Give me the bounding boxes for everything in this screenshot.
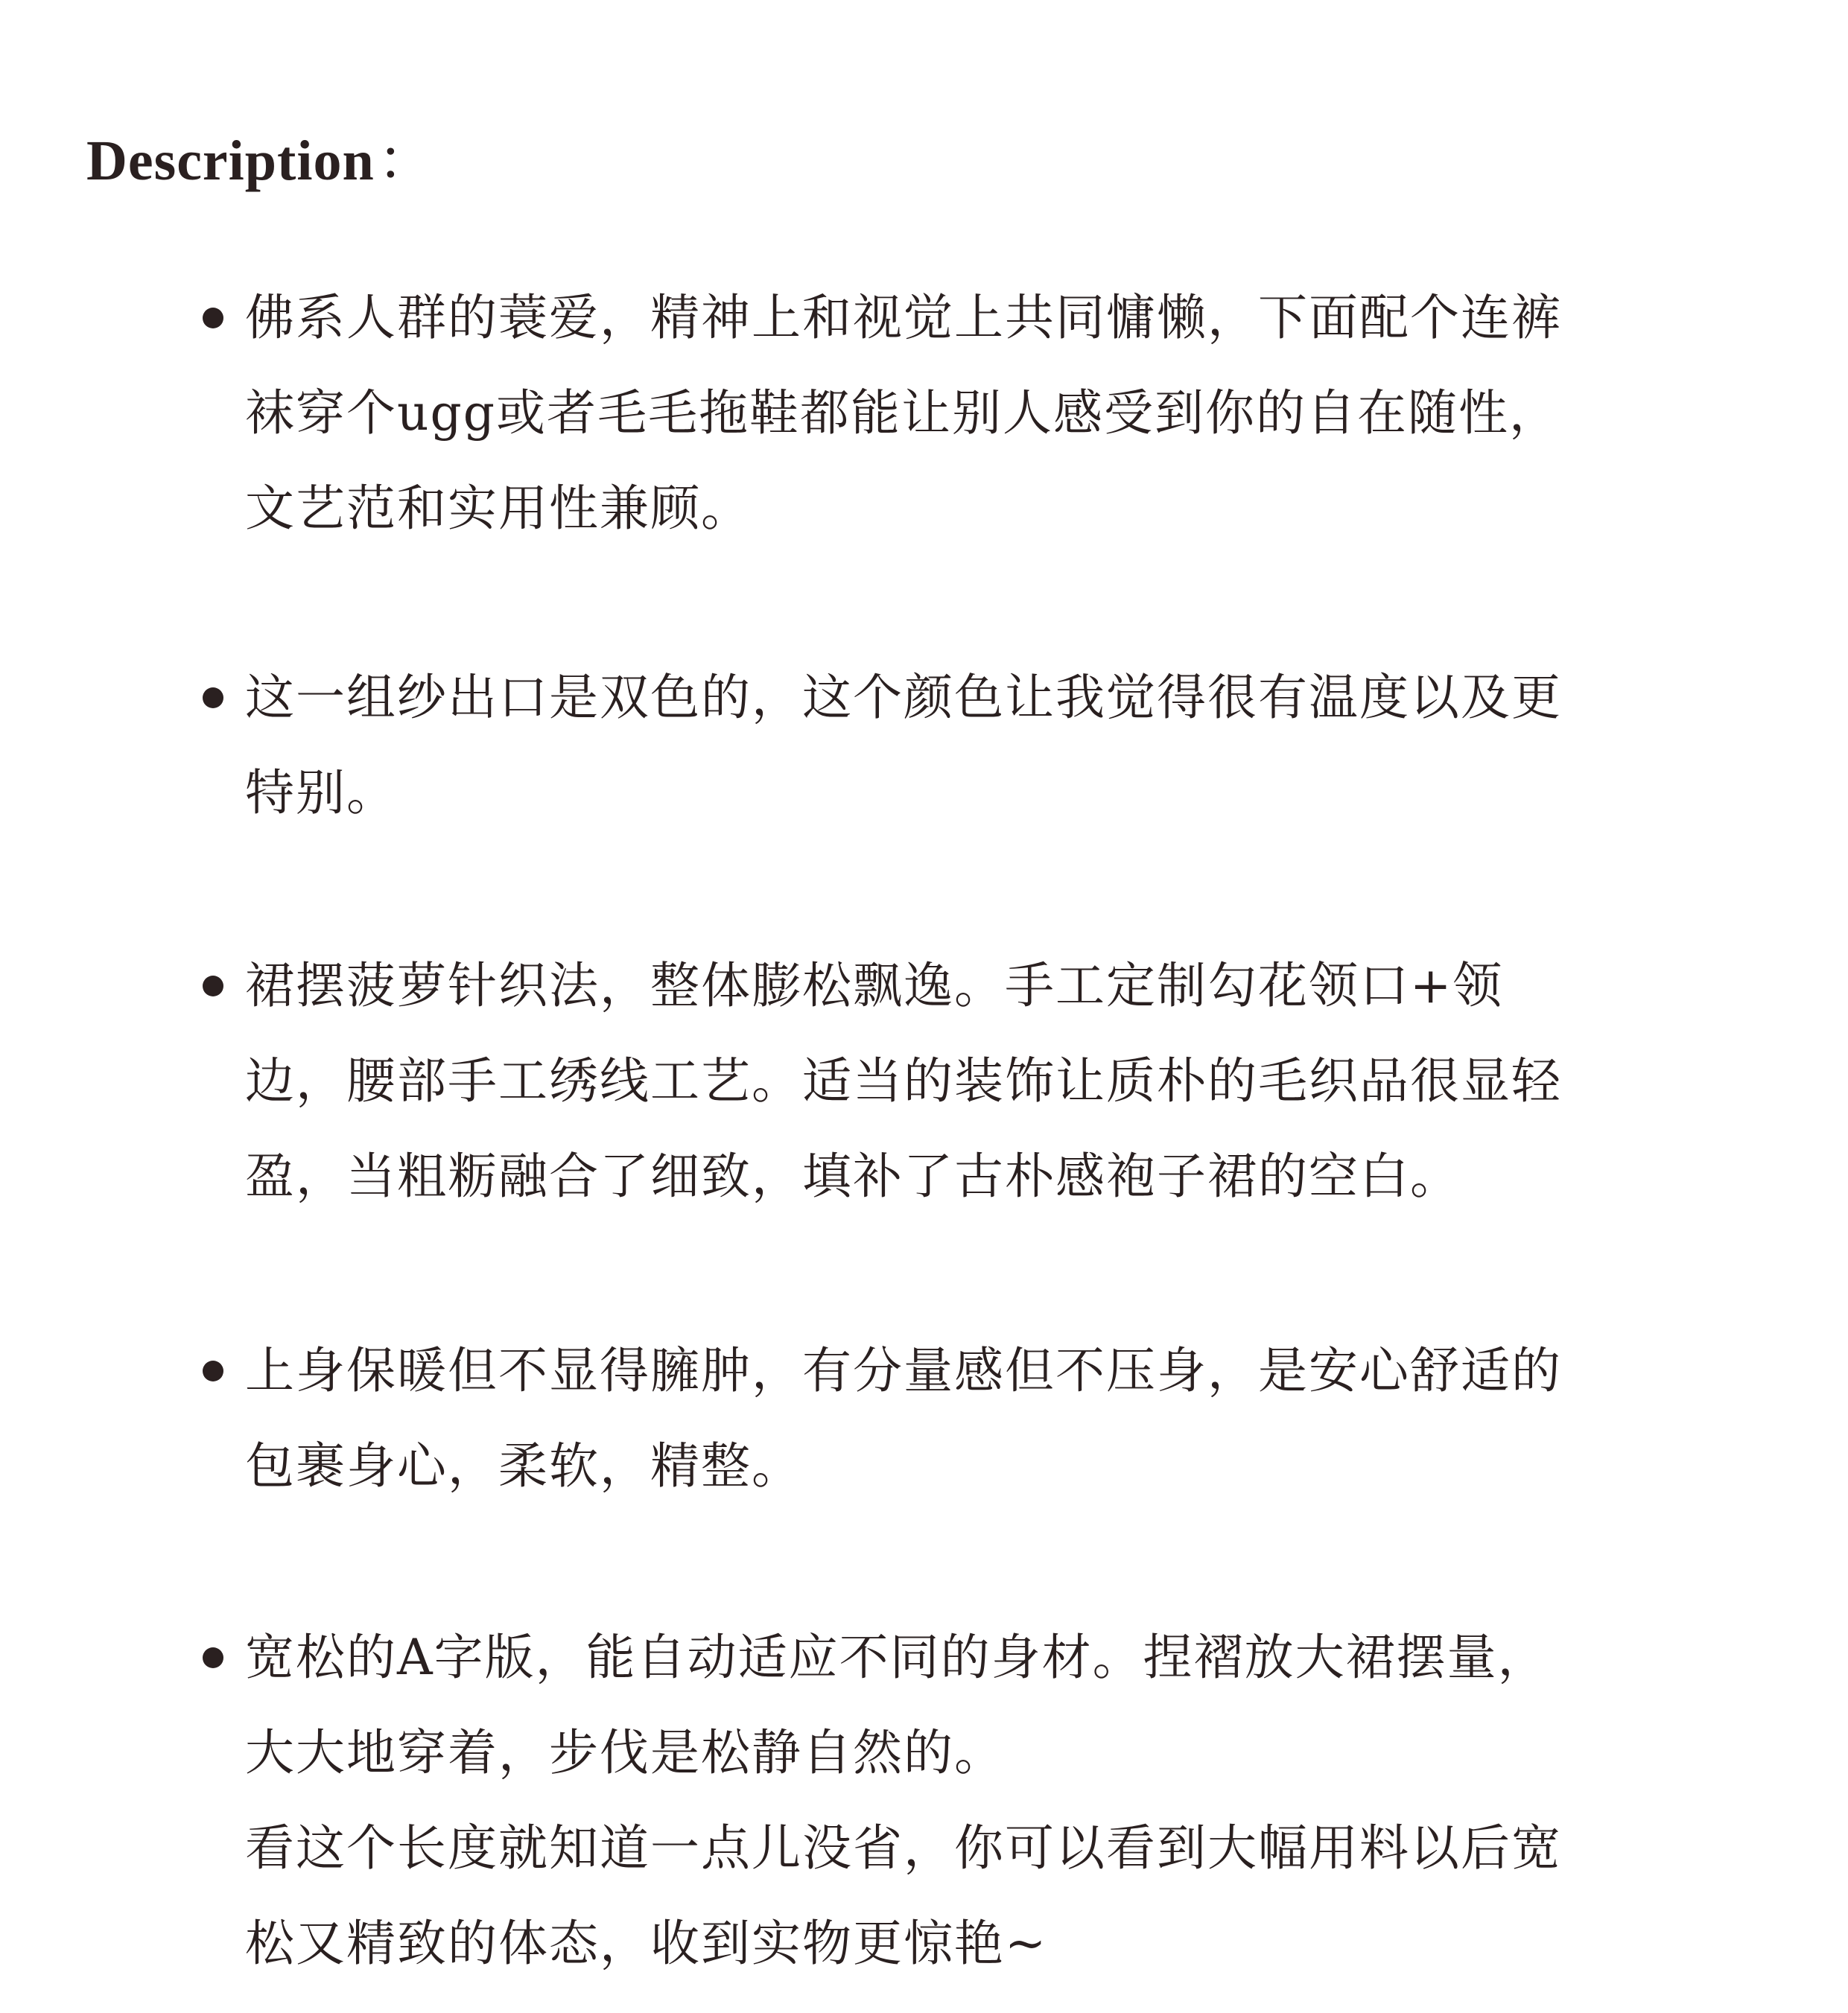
- text-line: 佛系人群的蓑爱，精神上和视觉上共同慵懒，下面配个连裤: [245, 289, 1562, 346]
- bullet-dot-icon: [203, 308, 223, 328]
- list-item-text: [245, 938, 1705, 1224]
- text-line: 宽松的A字版，能自动适应不同的身材。捏褶放大裙摆量，: [245, 1629, 1549, 1686]
- bullet-dot-icon: [203, 1361, 223, 1381]
- list-item-text: [245, 650, 1705, 841]
- list-item-text: [245, 1610, 1705, 1991]
- text-line: 特别。: [245, 764, 397, 821]
- list-item-text: [245, 1323, 1705, 1514]
- text-line: 裙摆菠萝针织法，整体膨松飘逸。手工定制勾花领口+领: [245, 957, 1504, 1014]
- description-heading: [86, 125, 435, 197]
- text-line: 袜穿个ugg或者毛毛拖鞋都能让别人感受到你的自在随性，: [245, 384, 1560, 442]
- text-line: 松又精致的体态，收到实物更惊艳~: [245, 1915, 1048, 1972]
- text-line: 边，腰部手工绣线工艺。适当的装饰让质朴的毛织品很显轻: [245, 1052, 1562, 1110]
- list-item-text: [245, 270, 1705, 556]
- description-heading-colon: ：: [377, 130, 435, 192]
- text-line: 看这个长度就知道一点儿没省，你可以看到大幅用料以后宽: [245, 1819, 1562, 1877]
- bullet-dot-icon: [203, 687, 223, 708]
- text-line: 大大地穿着，步伐是松静自然的。: [245, 1724, 1005, 1781]
- text-line: 盈，当粗粝融合了细致，填补了古朴感袍子裙的空白。: [245, 1148, 1461, 1205]
- text-line: 这一组纱出口是双色的，这个颜色让我觉得很有温度以及更: [245, 669, 1562, 726]
- text-line: 文艺范和实用性兼顾。: [245, 480, 752, 537]
- text-line: 上身保暖但不显得臃肿，有分量感但不压身，是安心舒适的: [245, 1342, 1562, 1399]
- bullet-dot-icon: [203, 1647, 223, 1668]
- text-line: 包裹身心，柔软，精整。: [245, 1437, 802, 1495]
- bullet-dot-icon: [203, 976, 223, 996]
- description-heading-text: Description: [86, 130, 375, 192]
